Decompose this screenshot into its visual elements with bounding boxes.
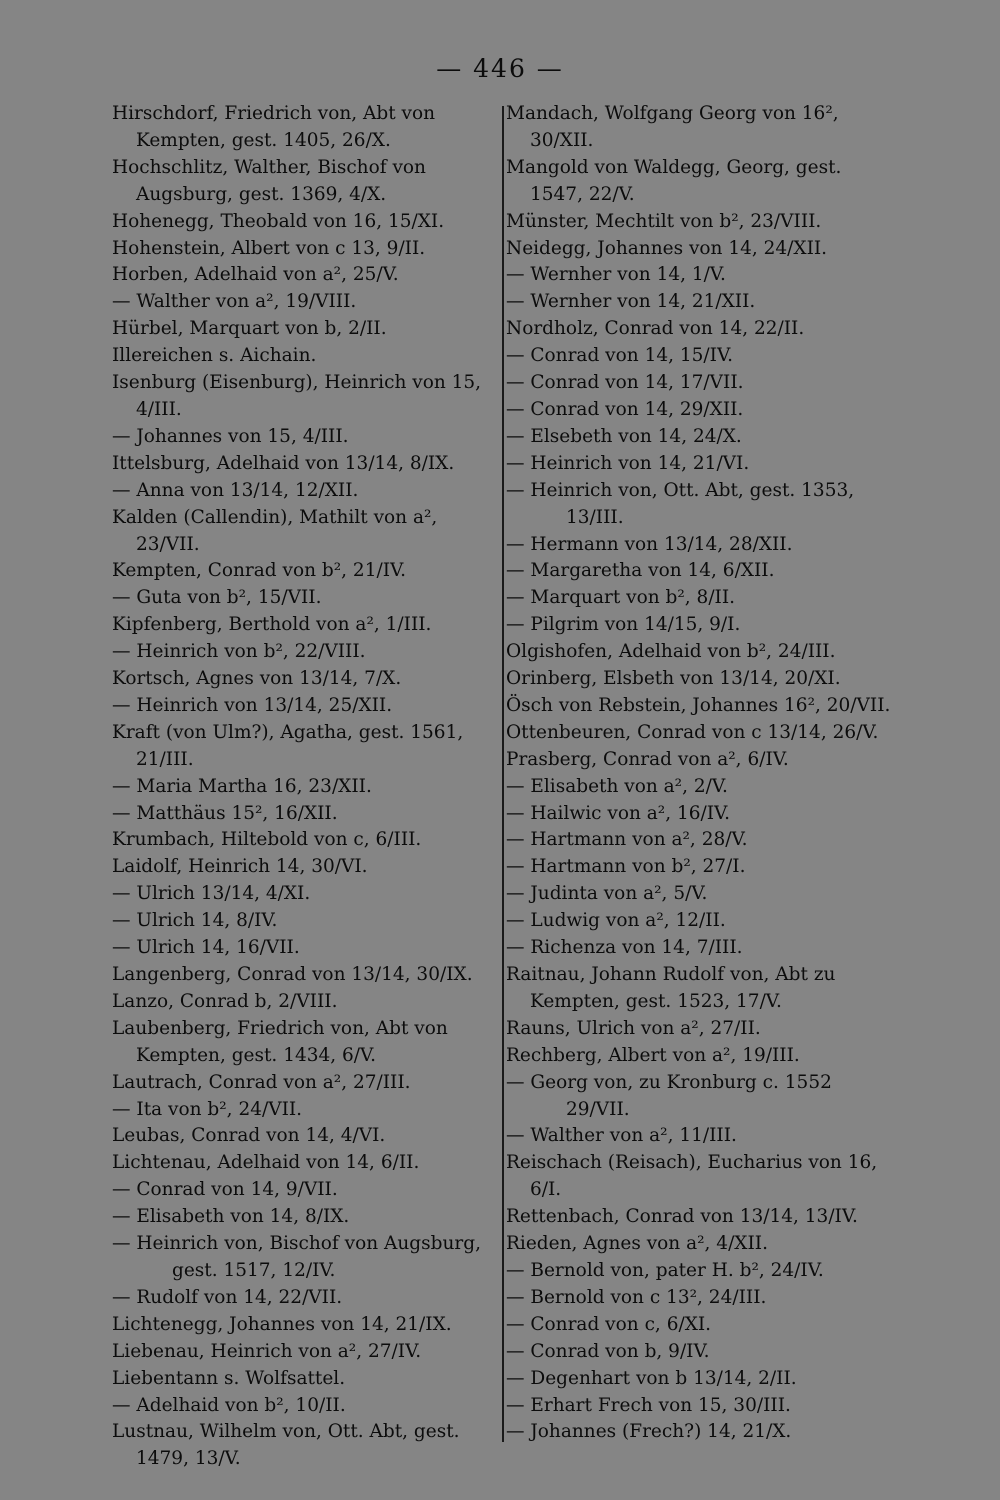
index-subentry: — Heinrich von b², 22/VIII.	[112, 641, 366, 663]
index-subentry: — Wernher von 14, 1/V.	[506, 264, 726, 286]
index-subentry: — Anna von 13/14, 12/XII.	[112, 479, 359, 501]
index-subentry: — Matthäus 15², 16/XII.	[112, 802, 338, 824]
index-subentry: — Marquart von b², 8/II.	[506, 587, 736, 609]
index-entry: Lichtenegg, Johannes von 14, 21/IX.	[112, 1313, 452, 1335]
index-entry: Leubas, Conrad von 14, 4/VI.	[112, 1125, 386, 1147]
index-entry: Hohenegg, Theobald von 16, 15/XI.	[112, 210, 445, 232]
index-entry: Rechberg, Albert von a², 19/III.	[506, 1044, 800, 1066]
index-subentry: — Georg von, zu Kronburg c. 1552 29/VII.	[506, 1071, 832, 1120]
index-subentry: — Ulrich 13/14, 4/XI.	[112, 883, 311, 905]
index-entry: Ösch von Rebstein, Johannes 16², 20/VII.	[506, 694, 891, 716]
index-entry: Kempten, Conrad von b², 21/IV.	[112, 560, 407, 582]
index-subentry: — Hermann von 13/14, 28/XII.	[506, 533, 793, 555]
index-subentry: — Conrad von 14, 9/VII.	[112, 1179, 338, 1201]
index-subentry: — Conrad von 14, 15/IV.	[506, 345, 733, 367]
index-entry: Laubenberg, Friedrich von, Abt von Kempten, gest. 1434, 6/V.	[112, 1017, 448, 1066]
index-entry: Münster, Mechtilt von b², 23/VIII.	[506, 210, 822, 232]
index-subentry: — Heinrich von, Bischof von Augsburg, gest. 1517, 12/IV.	[112, 1233, 481, 1281]
index-subentry: — Conrad von 14, 29/XII.	[506, 398, 744, 420]
index-subentry: — Elisabeth von 14, 8/IX.	[112, 1206, 350, 1228]
index-subentry: — Maria Martha 16, 23/XII.	[112, 775, 372, 797]
index-entry: Kalden (Callendin), Mathilt von a², 23/VII.	[112, 506, 438, 555]
index-entry: Lustnau, Wilhelm von, Ott. Abt, gest. 1479, 13/V.	[112, 1421, 460, 1470]
index-entry: Laidolf, Heinrich 14, 30/VI.	[112, 856, 368, 878]
index-subentry: — Walther von a², 11/III.	[506, 1125, 737, 1147]
index-subentry: — Ulrich 14, 8/IV.	[112, 910, 278, 932]
index-entry: Hirschdorf, Friedrich von, Abt von Kempten, gest. 1405, 26/X.	[112, 103, 436, 151]
index-subentry: — Margaretha von 14, 6/XII.	[506, 560, 775, 582]
index-entry: Lautrach, Conrad von a², 27/III.	[112, 1071, 411, 1093]
index-entry: Kortsch, Agnes von 13/14, 7/X.	[112, 668, 402, 690]
index-subentry: — Degenhart von b 13/14, 2/II.	[506, 1367, 797, 1389]
index-entry: Prasberg, Conrad von a², 6/IV.	[506, 748, 789, 770]
page-number: — 446 —	[436, 54, 564, 83]
index-entry: Raitnau, Johann Rudolf von, Abt zu Kempten, gest. 1523, 17/V.	[506, 964, 836, 1012]
index-subentry: — Rudolf von 14, 22/VII.	[112, 1286, 343, 1308]
index-subentry: — Guta von b², 15/VII.	[112, 587, 322, 609]
index-entry: Isenburg (Eisenburg), Heinrich von 15, 4/III.	[112, 372, 482, 420]
index-subentry: — Bernold von, pater H. b², 24/IV.	[506, 1259, 824, 1281]
index-entry: Kipfenberg, Berthold von a², 1/III.	[112, 614, 432, 636]
index-entry: Kraft (von Ulm?), Agatha, gest. 1561, 21/III.	[112, 721, 464, 770]
index-entry: Liebenau, Heinrich von a², 27/IV.	[112, 1340, 422, 1362]
index-subentry: — Judinta von a², 5/V.	[506, 883, 708, 905]
index-subentry: — Ulrich 14, 16/VII.	[112, 937, 300, 959]
index-entry: Mandach, Wolfgang Georg von 16², 30/XII.	[506, 103, 839, 151]
index-entry: Lanzo, Conrad b, 2/VIII.	[112, 990, 338, 1012]
index-entry: Reischach (Reisach), Eucharius von 16, 6/I.	[506, 1152, 878, 1201]
index-entry: Ittelsburg, Adelhaid von 13/14, 8/IX.	[112, 452, 455, 474]
index-subentry: — Ita von b², 24/VII.	[112, 1098, 303, 1120]
index-subentry: — Hartmann von a², 28/V.	[506, 829, 748, 851]
index-subentry: — Hailwic von a², 16/IV.	[506, 802, 731, 824]
index-entry: Lichtenau, Adelhaid von 14, 6/II.	[112, 1152, 420, 1174]
index-subentry: — Johannes (Frech?) 14, 21/X.	[506, 1421, 792, 1443]
index-subentry: — Heinrich von 13/14, 25/XII.	[112, 694, 393, 716]
index-entry: Hürbel, Marquart von b, 2/II.	[112, 318, 387, 340]
index-subentry: — Johannes von 15, 4/III.	[112, 425, 349, 447]
index-entry: Horben, Adelhaid von a², 25/V.	[112, 264, 399, 286]
index-subentry: — Conrad von b, 9/IV.	[506, 1340, 710, 1362]
index-subentry: — Conrad von 14, 17/VII.	[506, 372, 744, 394]
right-column	[506, 101, 898, 1446]
index-subentry: — Adelhaid von b², 10/II.	[112, 1394, 346, 1416]
index-subentry: — Walther von a², 19/VIII.	[112, 291, 357, 313]
index-subentry: — Heinrich von 14, 21/VI.	[506, 452, 750, 474]
index-entry: Ottenbeuren, Conrad von c 13/14, 26/V.	[506, 721, 879, 743]
index-entry: Illereichen s. Aichain.	[112, 345, 317, 367]
index-entry: Hohenstein, Albert von c 13, 9/II.	[112, 237, 426, 259]
index-subentry: — Bernold von c 13², 24/III.	[506, 1286, 767, 1308]
index-entry: Orinberg, Elsbeth von 13/14, 20/XI.	[506, 668, 841, 690]
index-entry: Krumbach, Hiltebold von c, 6/III.	[112, 829, 422, 851]
index-entry: Rieden, Agnes von a², 4/XII.	[506, 1233, 768, 1255]
index-subentry: — Elisabeth von a², 2/V.	[506, 775, 728, 797]
index-subentry: — Ludwig von a², 12/II.	[506, 910, 726, 932]
index-entry: Olgishofen, Adelhaid von b², 24/III.	[506, 641, 836, 663]
index-subentry: — Pilgrim von 14/15, 9/I.	[506, 614, 741, 636]
index-entry: Liebentann s. Wolfsattel.	[112, 1367, 346, 1389]
index-subentry: — Conrad von c, 6/XI.	[506, 1313, 712, 1335]
index-subentry: — Wernher von 14, 21/XII.	[506, 291, 756, 313]
index-entry: Rettenbach, Conrad von 13/14, 13/IV.	[506, 1206, 858, 1228]
left-column	[112, 101, 500, 1473]
index-entry: Nordholz, Conrad von 14, 22/II.	[506, 318, 805, 340]
index-subentry: — Heinrich von, Ott. Abt, gest. 1353, 13/III.	[506, 479, 855, 528]
index-entry: Hochschlitz, Walther, Bischof von Augsburg, gest. 1369, 4/X.	[112, 156, 426, 205]
index-entry: Mangold von Waldegg, Georg, gest. 1547, 22/V.	[506, 156, 842, 205]
column-divider	[502, 106, 504, 1442]
index-subentry: — Erhart Frech von 15, 30/III.	[506, 1394, 791, 1416]
index-subentry: — Richenza von 14, 7/III.	[506, 937, 743, 959]
index-subentry: — Hartmann von b², 27/I.	[506, 856, 746, 878]
index-subentry: — Elsebeth von 14, 24/X.	[506, 425, 742, 447]
index-entry: Rauns, Ulrich von a², 27/II.	[506, 1017, 761, 1039]
index-entry: Langenberg, Conrad von 13/14, 30/IX.	[112, 964, 473, 985]
index-entry: Neidegg, Johannes von 14, 24/XII.	[506, 237, 828, 259]
